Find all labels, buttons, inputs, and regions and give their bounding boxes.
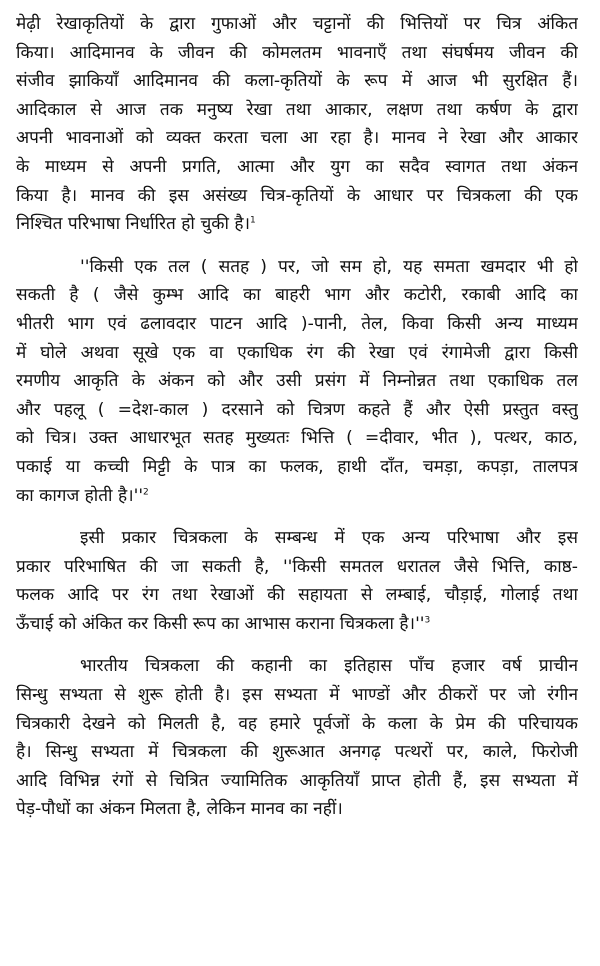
footnote-marker: 1 xyxy=(250,215,256,226)
paragraph-4 xyxy=(16,652,578,824)
footnote-marker: 2 xyxy=(143,486,149,497)
text-line: रमणीय आकृति के अंकन को और उसी प्रसंग में निम्नोन्नत तथा एकाधिक तल xyxy=(16,371,578,392)
text-line-content: ऊँचाई को अंकित कर किसी रूप का आभास कराना चित्रकला है।'' xyxy=(16,613,425,634)
text-line: सिन्धु सभ्यता से शुरू होती है। इस सभ्यता में भाण्डों और ठीकरों पर जो रंगीन xyxy=(16,685,578,706)
text-line: संजीव झाकियाँ आदिमानव की कला-कृतियों के रूप में आज भी सुरक्षित हैं। xyxy=(16,71,578,92)
text-line: में घोले अथवा सूखे एक वा एकाधिक रंग की रेखा एवं रंगामेजी द्वारा किसी xyxy=(16,342,578,363)
paragraph-gap xyxy=(16,239,578,253)
text-line-content: का कागज होती है।'' xyxy=(16,485,144,506)
paragraph-2-quote xyxy=(16,253,578,510)
text-line: मेढ़ी रेखाकृतियों के द्वारा गुफाओं और चट्टानों की भित्तियों पर चित्र अंकित xyxy=(16,14,578,34)
paragraph-1 xyxy=(16,10,578,239)
paragraph-gap xyxy=(16,510,578,524)
text-line: किया है। मानव की इस असंख्य चित्र-कृतियों के आधार पर चित्रकला की एक xyxy=(16,185,578,206)
text-line: के माध्यम से अपनी प्रगति, आत्मा और युग का सदैव स्वागत तथा अंकन xyxy=(16,156,578,177)
paragraph-3 xyxy=(16,524,578,638)
text-line: चित्रकारी देखने को मिलती है, वह हमारे पूर्वजों के कला के प्रेम की परिचायक xyxy=(16,713,578,734)
text-line: भारतीय चित्रकला की कहानी का इतिहास पाँच हजार वर्ष प्राचीन xyxy=(80,656,578,677)
text-line: पेड़-पौधों का अंकन मिलता है, लेकिन मानव का नहीं। xyxy=(16,799,343,820)
paragraph-gap xyxy=(16,638,578,652)
text-line: किया। आदिमानव के जीवन की कोमलतम भावनाएँ तथा संघर्षमय जीवन की xyxy=(16,42,578,63)
text-line: सकती है ( जैसे कुम्भ आदि का बाहरी भाग और कटोरी, रकाबी आदि का xyxy=(16,285,578,306)
text-line: है। सिन्धु सभ्यता में चित्रकला की शुरूआत अनगढ़ पत्थरों पर, काले, फिरोजी xyxy=(16,742,578,763)
text-line: को चित्र। उक्त आधारभूत सतह मुख्यतः भित्ति ( =दीवार, भीत ), पत्थर, काठ, xyxy=(16,428,578,449)
text-line-with-footnote xyxy=(16,482,578,511)
text-line-with-footnote xyxy=(16,610,578,639)
text-line: प्रकार परिभाषित की जा सकती है, ''किसी समतल धरातल जैसे भित्ति, काष्ठ- xyxy=(16,556,578,577)
text-line: फलक आदि पर रंग तथा रेखाओं की सहायता से लम्बाई, चौड़ाई, गोलाई तथा xyxy=(16,585,578,606)
text-line: और पहलू ( =देश-काल ) दरसाने को चित्रण कहते हैं और ऐसी प्रस्तुत वस्तु xyxy=(16,399,578,420)
footnote-marker: 3 xyxy=(424,615,431,626)
text-line: इसी प्रकार चित्रकला के सम्बन्ध में एक अन्य परिभाषा और इस xyxy=(80,528,578,549)
text-line: भीतरी भाग एवं ढलावदार पाटन आदि )-पानी, तेल, किवा किसी अन्य माध्यम xyxy=(16,313,578,334)
text-line: आदि विभिन्न रंगों से चित्रित ज्यामितिक आकृतियाँ प्राप्त होती हैं, इस सभ्यता में xyxy=(16,770,578,791)
text-line-with-footnote xyxy=(16,210,578,239)
text-line-content: निश्चित परिभाषा निर्धारित हो चुकी है। xyxy=(16,214,251,235)
text-line: अपनी भावनाओं को व्यक्त करता चला आ रहा है। मानव ने रेखा और आकार xyxy=(16,128,578,149)
text-line: आदिकाल से आज तक मनुष्य रेखा तथा आकार, लक्षण तथा कर्षण के द्वारा xyxy=(16,99,578,120)
text-line: पकाई या कच्ची मिट्टी के पात्र का फलक, हाथी दाँत, चमड़ा, कपड़ा, तालपत्र xyxy=(16,456,578,477)
text-line: ''किसी एक तल ( सतह ) पर, जो सम हो, यह समता खमदार भी हो xyxy=(80,256,578,277)
